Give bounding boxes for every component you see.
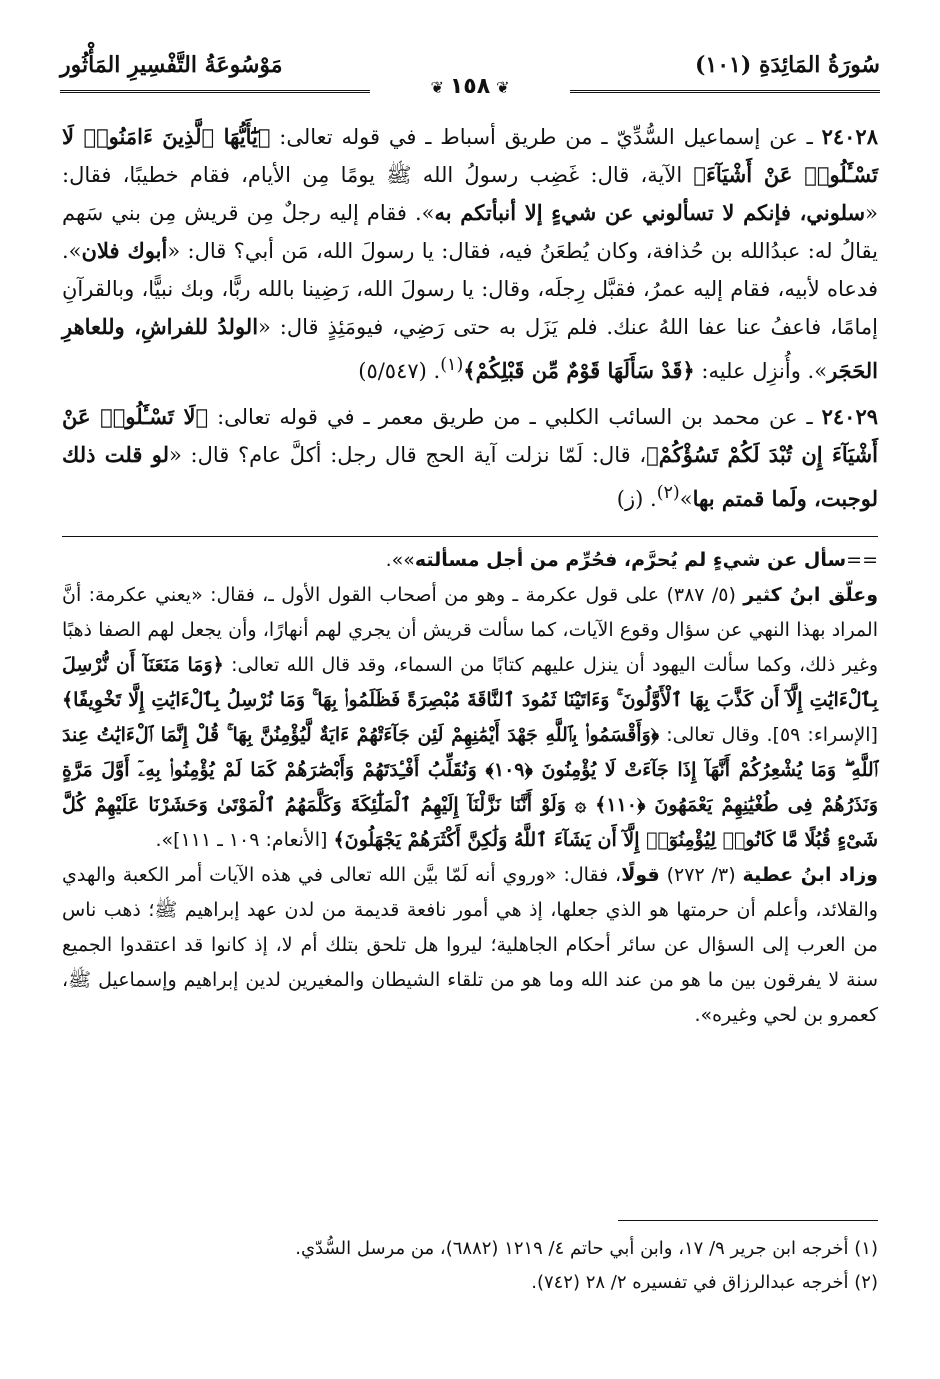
- hadith-text: ». فقام إليه رجلٌ مِن قريش مِن بني سَهم يقالُ له: عبدُالله بن حُذافة، وكان يُطعَنُ فيه، فقال: يا رسولَ الله، مَن أبي؟ قال: «: [62, 201, 879, 263]
- quran-verse: ﴿وَأَقْسَمُوا۟ بِٱللَّهِ جَهْدَ أَيْمَٰنِهِمْ لَئِن جَآءَتْهُمْ ءَايَةٌ لَّيُؤْمِنُنَّ بِهَا ۚ قُلْ إِنَّمَا ٱلْءَايَٰتُ عِندَ ٱللَّهِ ۖ وَمَا يُشْعِرُكُمْ أَنَّهَآ إِذَا جَآءَتْ لَا يُؤْمِنُونَ ﴿١٠٩﴾ وَنُقَلِّبُ أَفْـِٔدَتَهُمْ وَأَبْصَٰرَهُمْ كَمَا لَمْ يُؤْمِنُوا۟ بِهِۦٓ أَوَّلَ مَرَّةٍ وَنَذَرُهُمْ فِى طُغْيَٰنِهِمْ يَعْمَهُونَ ﴿١١٠﴾ ۞ وَلَوْ أَنَّنَا نَزَّلْنَآ إِلَيْهِمُ ٱلْمَلَٰٓئِكَةَ وَكَلَّمَهُمُ ٱلْمَوْتَىٰ وَحَشَرْنَا عَلَيْهِمْ كُلَّ شَىْءٍ قُبُلًا مَّا كَانُوا۟ لِيُؤْمِنُوٓا۟ إِلَّآ أَن يَشَآءَ ٱللَّهُ وَلَٰكِنَّ أَكْثَرَهُمْ يَجْهَلُونَ﴾: [62, 724, 878, 851]
- note-ibn-atiyya: [62, 858, 878, 1033]
- hadith-text: »: [679, 487, 693, 511]
- commentator-label: وعلّق ابنُ كثير: [743, 584, 878, 606]
- hadith-entry: [62, 398, 878, 518]
- quran-verse: ﴿لَا تَسْـَٔلُوا۟ عَنْ أَشْيَآءَ إِن تُبْدَ لَكُمْ تَسُؤْكُمْ﴾: [62, 404, 878, 467]
- ornament-icon: ❦: [430, 78, 444, 97]
- volume-reference: . (٥/٥٤٧): [358, 359, 441, 383]
- quran-verse: ﴿يَٰٓأَيُّهَا ٱلَّذِينَ ءَامَنُوا۟ لَا تَسْـَٔلُوا۟ عَنْ أَشْيَآءَ﴾: [62, 124, 878, 187]
- commentator-label: وزاد ابنُ عطية: [742, 864, 878, 886]
- hadith-text: ». فدعاه لأبيه، فقام إليه عمرُ، فقبَّل رِجلَه، وقال: يا رسولَ الله، رَضِينا بالله ربًّا، وبك نبيًّا، وبالقرآنِ إمامًا، فاعفُ عنا عفا اللهُ عنك. فلم يَزَل به حتى رَضِي، فيومَئِذٍ قال: «: [62, 239, 878, 339]
- note-text: »».: [385, 549, 415, 571]
- hadith-text: ـ عن إسماعيل السُّدِّيّ ـ من طريق أسباط ـ في قوله تعالى:: [270, 125, 822, 149]
- surah-reference: [الأنعام: ١٠٩ ـ ١١١]».: [155, 829, 334, 851]
- hadith-text: ، قال: لَمّا نزلت آية الحج قال رجل: أكلَّ عام؟ قال: «: [168, 443, 647, 467]
- surah-reference: [الإسراء: ٥٩]. وقال تعالى:: [659, 724, 878, 746]
- prophetic-saying: لو قلت ذلك لوجبت، ولَما قمتم بها: [62, 442, 878, 511]
- hadith-number: ٢٤٠٢٨: [821, 124, 878, 149]
- hadith-entry: [62, 118, 878, 390]
- footnote-rule: [618, 1220, 878, 1221]
- ornament-icon: ❦: [496, 78, 510, 97]
- footnote-ref[interactable]: (٢): [656, 483, 680, 503]
- note-bold-text: سأل عن شيءٍ لم يُحرَّم، فحُرِّم من أجل مسألته: [414, 549, 847, 571]
- header-rule-right: [570, 90, 880, 93]
- book-title: مَوْسُوعَةُ التَّفْسِيرِ المَأْثُور: [60, 52, 283, 78]
- hadith-number: ٢٤٠٢٩: [821, 404, 879, 429]
- source-reference: (٥/ ٣٨٧): [659, 584, 744, 606]
- hadith-text: ـ عن محمد بن السائب الكلبي ـ من طريق معمر ـ في قوله تعالى:: [208, 405, 822, 429]
- page-header: [60, 40, 880, 100]
- footnote: (٢) أخرجه عبدالرزاق في تفسيره ٢/ ٢٨ (٧٤٢).: [531, 1272, 878, 1293]
- hadith-text: ». وأُنزِل عليه:: [694, 359, 828, 383]
- footnote: (١) أخرجه ابن جرير ٩/ ١٧، وابن أبي حاتم ٤/ ١٢١٩ (٦٨٨٢)، من مرسل السُّدّي.: [295, 1238, 878, 1259]
- source-reference: (٣/ ٢٧٢): [659, 864, 743, 886]
- note-text: ، فقال: «وروي أنه لَمّا بيَّن الله تعالى في هذه الآيات أمر الكعبة والهدي والقلائد، وأعلم أن حرمتها هو الذي جعلها، إذ هي أمور نافعة قديمة من لدن عهد إبراهيم ﷺ؛ ذهب ناس من العرب إلى السؤال عن سائر أحكام الجاهلية؛ ليروا هل تلحق بتلك أم لا، إذ كانوا قد اعتقدوا الجميع سنة لا يفرقون بين ما هو من عند الله وما هو من تلقاء الشيطان والمغيرين لدين إبراهيم وإسماعيل ﷺ، كعمرو بن لحي وغيره».: [62, 864, 878, 1026]
- prophetic-saying: أبوك فلان: [81, 238, 168, 263]
- commentator-label: قولًا: [621, 864, 660, 886]
- quran-verse: ﴿قَدْ سَأَلَهَا قَوْمٌ مِّن قَبْلِكُمْ﴾: [463, 358, 695, 383]
- quran-verse: ﴿وَمَا مَنَعَنَآ أَن نُّرْسِلَ بِٱلْءَايَٰتِ إِلَّآ أَن كَذَّبَ بِهَا ٱلْأَوَّلُونَ ۚ وَءَاتَيْنَا ثَمُودَ ٱلنَّاقَةَ مُبْصِرَةً فَظَلَمُوا۟ بِهَا ۚ وَمَا نُرْسِلُ بِٱلْءَايَٰتِ إِلَّا تَخْوِيفًا﴾: [62, 654, 878, 711]
- hadith-text: الآية، قال: غَضِب رسولُ الله ﷺ يومًا مِن الأيام، فقام خطيبًا، فقال: «: [62, 163, 878, 225]
- header-rule-left: [60, 90, 370, 93]
- continuation-mark: ==: [846, 549, 878, 571]
- surah-title: سُورَةُ المَائِدَةِ (١٠١): [695, 52, 880, 78]
- footnote-ref[interactable]: (١): [440, 355, 464, 375]
- page-number: ١٥٨: [449, 74, 491, 99]
- footnotes: [62, 1232, 878, 1300]
- note-ibn-kathir: [62, 578, 878, 858]
- note-continuation: [62, 543, 878, 578]
- prophetic-saying: سلوني، فإنكم لا تسألوني عن شيءٍ إلا أنبأتكم به: [434, 200, 866, 225]
- main-text: [62, 118, 878, 1033]
- note-text: على قول عكرمة ـ وهو من أصحاب القول الأول ـ، فقال: «يعني عكرمة: أنَّ المراد بهذا النهي عن سؤال وقوع الآيات، كما سألت قريش أن يجري لهم أنهارًا، وأن يجعل لهم الصفا ذهبًا وغير ذلك، وكما سألت اليهود أن ينزل عليهم كتابًا من السماء، وقد قال الله تعالى:: [62, 584, 878, 676]
- notes-divider: [62, 536, 878, 537]
- prophetic-saying: الولدُ للفراشِ، وللعاهرِ الحَجَر: [62, 314, 878, 383]
- volume-reference: . (ز): [616, 487, 657, 511]
- page-number-box: [424, 74, 515, 99]
